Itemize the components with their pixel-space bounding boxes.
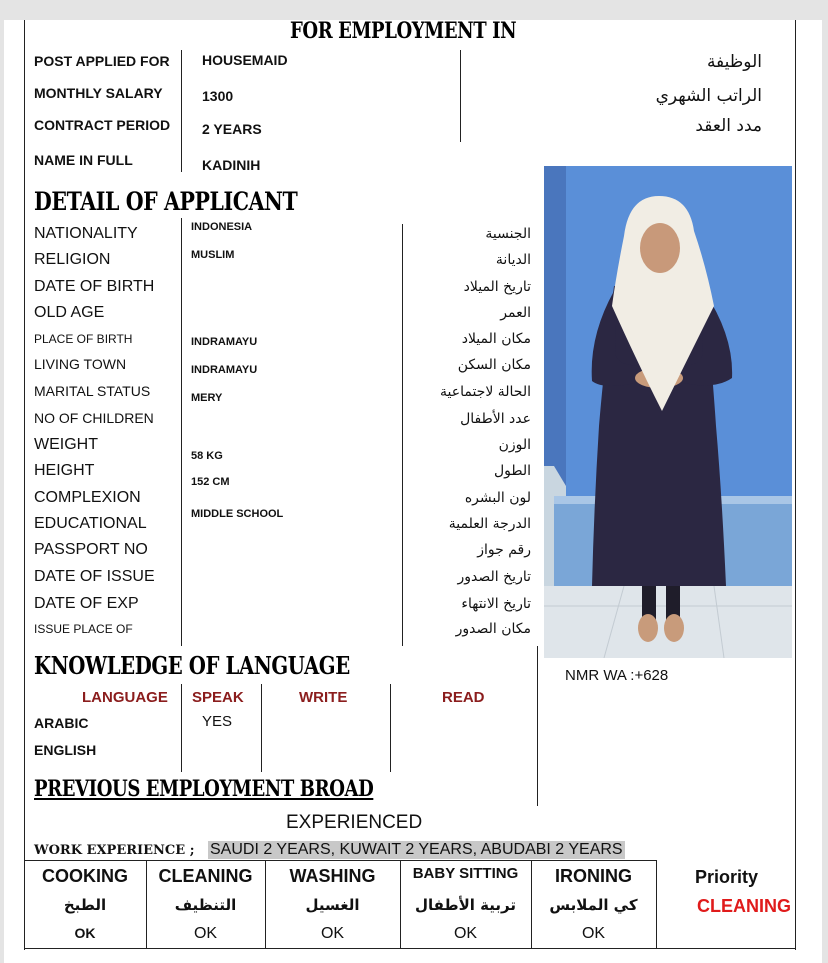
skill-ironing-arabic: كي الملابس: [549, 896, 638, 914]
work-experience-label: WORK EXPERIENCE ;: [34, 843, 195, 858]
marital-status-arabic: الحالة لاجتماعية: [440, 384, 531, 400]
weight-arabic: الوزن: [498, 437, 531, 453]
height-arabic: الطول: [493, 463, 531, 479]
language-arabic: ARABIC: [34, 715, 89, 731]
name-value: KADINIH: [202, 157, 261, 173]
nationality-value: INDONESIA: [191, 221, 253, 233]
write-col-header: WRITE: [299, 689, 348, 706]
skill-cooking-label: COOKING: [41, 866, 128, 886]
divider: [181, 218, 182, 646]
divider: [181, 50, 182, 172]
contract-period-label: CONTRACT PERIOD: [34, 117, 171, 133]
skill-cleaning-label: CLEANING: [158, 866, 253, 886]
experience-status: EXPERIENCED: [286, 812, 423, 833]
divider: [460, 50, 461, 142]
issue-place-of-label: ISSUE PLACE OF: [34, 622, 133, 636]
divider: [402, 224, 403, 646]
skill-ironing-status: OK: [581, 925, 606, 942]
date-of-birth-label: DATE OF BIRTH: [34, 278, 155, 295]
skill-cleaning-status: OK: [193, 925, 218, 942]
post-applied-value: HOUSEMAID: [202, 52, 288, 68]
date-of-birth-arabic: تاريخ الميلاد: [463, 279, 531, 295]
skill-baby-sitting-status: OK: [453, 925, 478, 942]
applicant-photo: [544, 166, 792, 658]
place-of-birth-value: INDRAMAYU: [191, 336, 258, 348]
divider: [24, 860, 656, 861]
living-town-arabic: مكان السكن: [457, 357, 531, 373]
right-border: [795, 20, 796, 950]
contract-period-value: 2 YEARS: [202, 121, 262, 137]
date-of-exp-label: DATE OF EXP: [34, 595, 139, 612]
language-col-header: LANGUAGE: [82, 689, 168, 706]
religion-value: MUSLIM: [191, 249, 235, 261]
educational-arabic: الدرجة العلمية: [448, 516, 531, 532]
speak-col-header: SPEAK: [192, 689, 244, 706]
post-applied-arabic: الوظيفة: [706, 52, 762, 72]
skill-cooking-arabic: الطبخ: [63, 896, 107, 914]
work-experience-value: SAUDI 2 YEARS, KUWAIT 2 YEARS, ABUDABI 2 YEARS: [210, 841, 623, 858]
divider: [181, 684, 182, 772]
issue-place-of-arabic: مكان الصدور: [455, 621, 531, 637]
post-applied-label: POST APPLIED FOR: [34, 53, 170, 69]
old-age-label: OLD AGE: [34, 304, 105, 321]
old-age-arabic: العمر: [500, 305, 531, 321]
employment-form: [4, 20, 822, 963]
date-of-issue-label: DATE OF ISSUE: [34, 568, 155, 585]
no-of-children-label: NO OF CHILDREN: [34, 410, 154, 426]
divider: [537, 646, 538, 806]
language-english: ENGLISH: [34, 742, 97, 758]
skill-cleaning-arabic: التنظيف: [174, 896, 237, 914]
page-title: FOR EMPLOYMENT IN: [290, 20, 517, 44]
skill-cooking-status: OK: [74, 925, 96, 941]
monthly-salary-value: 1300: [202, 88, 234, 104]
place-of-birth-arabic: مكان الميلاد: [461, 331, 531, 347]
monthly-salary-label: MONTHLY SALARY: [34, 85, 163, 101]
bottom-border: [24, 948, 796, 949]
divider: [261, 684, 262, 772]
nationality-label: NATIONALITY: [34, 225, 138, 242]
complexion-arabic: لون البشره: [464, 490, 531, 506]
priority-value: CLEANING: [697, 896, 791, 916]
marital-status-label: MARITAL STATUS: [34, 383, 151, 399]
height-value: 152 CM: [191, 476, 230, 488]
language-heading: KNOWLEDGE OF LANGUAGE: [34, 651, 350, 680]
religion-label: RELIGION: [34, 251, 111, 268]
educational-value: MIDDLE SCHOOL: [191, 508, 284, 520]
monthly-salary-arabic: الراتب الشهري: [655, 86, 762, 106]
complexion-label: COMPLEXION: [34, 489, 141, 506]
skill-ironing-label: IRONING: [554, 866, 632, 886]
educational-label: EDUCATIONAL: [34, 515, 147, 532]
nationality-arabic: الجنسية: [485, 226, 531, 242]
passport-no-arabic: رقم جواز: [477, 542, 531, 558]
divider: [656, 860, 657, 949]
arabic-speak: YES: [202, 713, 233, 730]
living-town-label: LIVING TOWN: [34, 356, 127, 372]
divider: [390, 684, 391, 772]
whatsapp-number: NMR WA :+628: [565, 667, 669, 684]
height-label: HEIGHT: [34, 462, 95, 479]
place-of-birth-label: PLACE OF BIRTH: [34, 332, 133, 346]
read-col-header: READ: [442, 689, 485, 706]
skill-washing-label: WASHING: [289, 866, 376, 886]
previous-heading: PREVIOUS EMPLOYMENT BROAD: [34, 776, 374, 802]
date-of-issue-arabic: تاريخ الصدور: [457, 569, 531, 585]
skill-baby-sitting-arabic: تربية الأطفال: [415, 896, 516, 914]
no-of-children-arabic: عدد الأطفال: [460, 411, 531, 427]
skill-washing-status: OK: [320, 925, 345, 942]
applicant-heading: DETAIL OF APPLICANT: [34, 187, 298, 216]
date-of-exp-arabic: تاريخ الانتهاء: [461, 596, 531, 612]
contract-period-arabic: مدد العقد: [695, 116, 762, 136]
weight-label: WEIGHT: [34, 436, 98, 453]
religion-arabic: الديانة: [495, 252, 531, 268]
skill-washing-arabic: الغسيل: [305, 896, 360, 914]
skill-baby-sitting-label: BABY SITTING: [412, 865, 519, 882]
marital-status-value: MERY: [191, 392, 223, 404]
name-label: NAME IN FULL: [34, 152, 133, 168]
passport-no-label: PASSPORT NO: [34, 541, 148, 558]
living-town-value: INDRAMAYU: [191, 364, 258, 376]
weight-value: 58 KG: [191, 450, 223, 462]
left-border: [24, 20, 25, 950]
priority-label: Priority: [695, 867, 759, 887]
